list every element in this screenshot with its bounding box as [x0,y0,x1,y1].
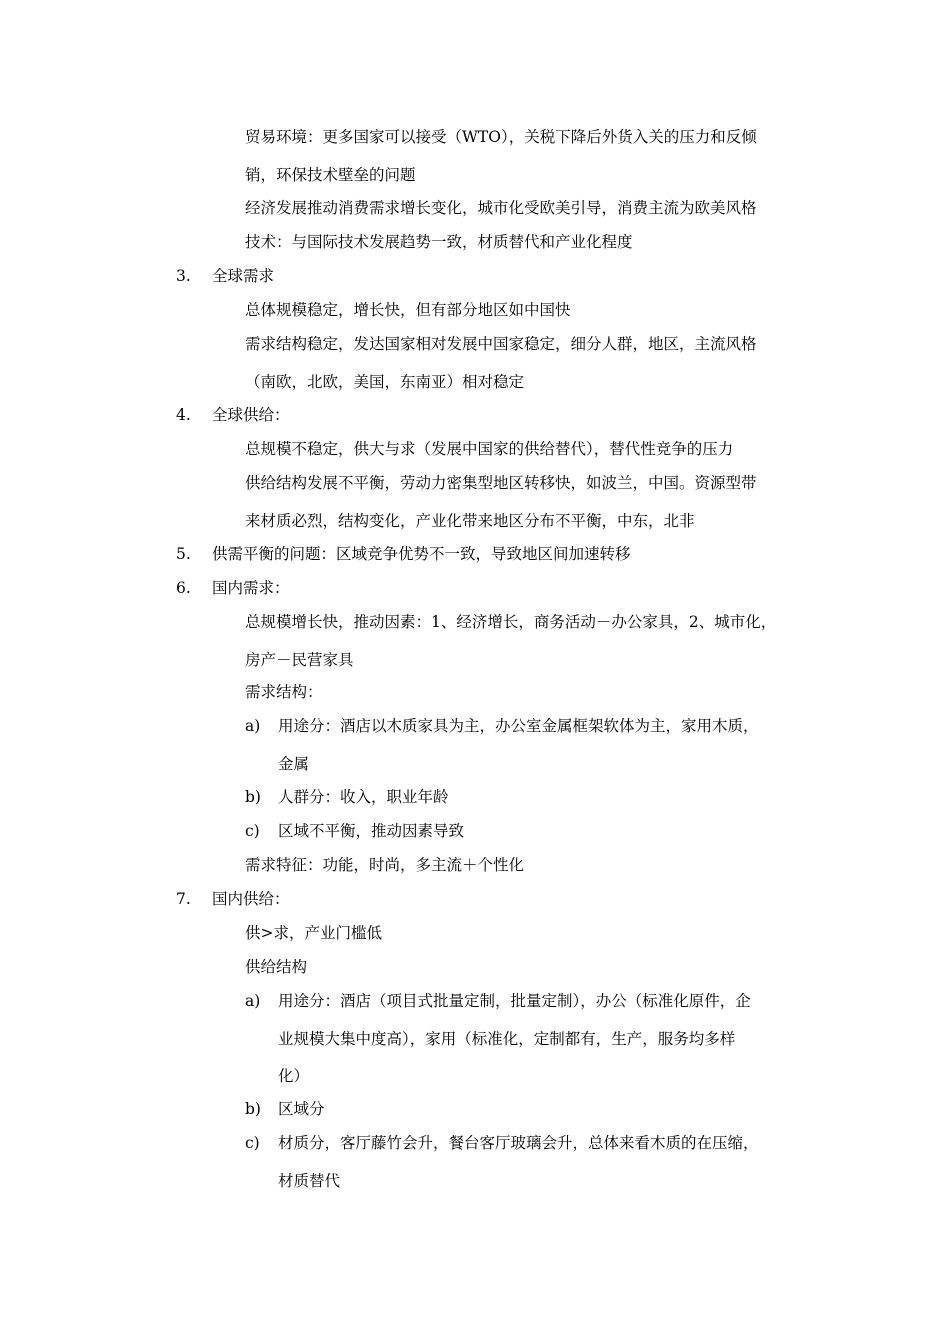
list-text: 国内供给： [212,890,290,908]
list-text: 技术：与国际技术发展趋势一致，材质替代和产业化程度 [245,233,633,251]
list-continuation: 金属 [278,755,310,773]
list-continuation: （南欧，北欧，美国，东南亚）相对稳定 [245,373,525,391]
list-continuation: 房产－民营家具 [245,651,354,669]
list-text: 经济发展推动消费需求增长变化，城市化受欧美引导，消费主流为欧美风格 [245,199,757,217]
list-text: 总体规模稳定，增长快，但有部分地区如中国快 [245,301,571,319]
list-marker: 6. [176,579,191,597]
list-text: 区域分 [278,1100,325,1118]
list-text: 全球需求 [212,267,275,285]
list-text: 区域不平衡，推动因素导致 [278,822,465,840]
list-text: 需求结构： [245,683,323,701]
list-continuation: 销，环保技术壁垒的问题 [245,166,416,184]
list-text: 总规模不稳定，供大与求（发展中国家的供给替代），替代性竞争的压力 [245,440,734,458]
list-continuation: 材质替代 [278,1172,341,1190]
list-marker: b) [245,788,261,806]
list-text: 需求结构稳定，发达国家相对发展中国家稳定，细分人群，地区，主流风格 [245,335,757,353]
list-marker: a) [245,717,261,735]
list-marker: b) [245,1100,261,1118]
list-text: 贸易环境：更多国家可以接受（WTO），关税下降后外货入关的压力和反倾 [245,128,757,146]
list-text: 用途分：酒店以木质家具为主，办公室金属框架软体为主，家用木质， [278,717,759,735]
list-marker: 7. [176,890,191,908]
list-text: 全球供给： [212,406,290,424]
list-text: 用途分：酒店（项目式批量定制，批量定制），办公（标准化原件，企 [278,992,751,1010]
list-text: 材质分，客厅藤竹会升，餐台客厅玻璃会升，总体来看木质的在压缩， [278,1134,759,1152]
list-marker: a) [245,992,261,1010]
list-continuation: 化） [278,1067,310,1085]
list-text: 总规模增长快，推动因素：1、经济增长，商务活动－办公家具，2、城市化， [245,613,777,631]
list-text: 需求特征：功能，时尚，多主流＋个性化 [245,856,525,874]
list-marker: c) [245,822,260,840]
list-text: 国内需求： [212,579,290,597]
list-marker: c) [245,1134,260,1152]
list-marker: 5. [176,545,191,563]
list-marker: 4. [176,406,191,424]
list-text: 供>求，产业门槛低 [245,924,382,942]
list-continuation: 业规模大集中度高），家用（标准化，定制都有，生产，服务均多样 [278,1030,736,1048]
list-text: 供给结构发展不平衡，劳动力密集型地区转移快，如波兰，中国。资源型带 [245,474,757,492]
list-continuation: 来材质必烈，结构变化，产业化带来地区分布不平衡，中东，北非 [245,512,695,530]
list-text: 人群分：收入，职业年龄 [278,788,449,806]
list-marker: 3. [176,267,191,285]
list-text: 供需平衡的问题：区域竞争优势不一致，导致地区间加速转移 [212,545,631,563]
list-text: 供给结构 [245,958,308,976]
